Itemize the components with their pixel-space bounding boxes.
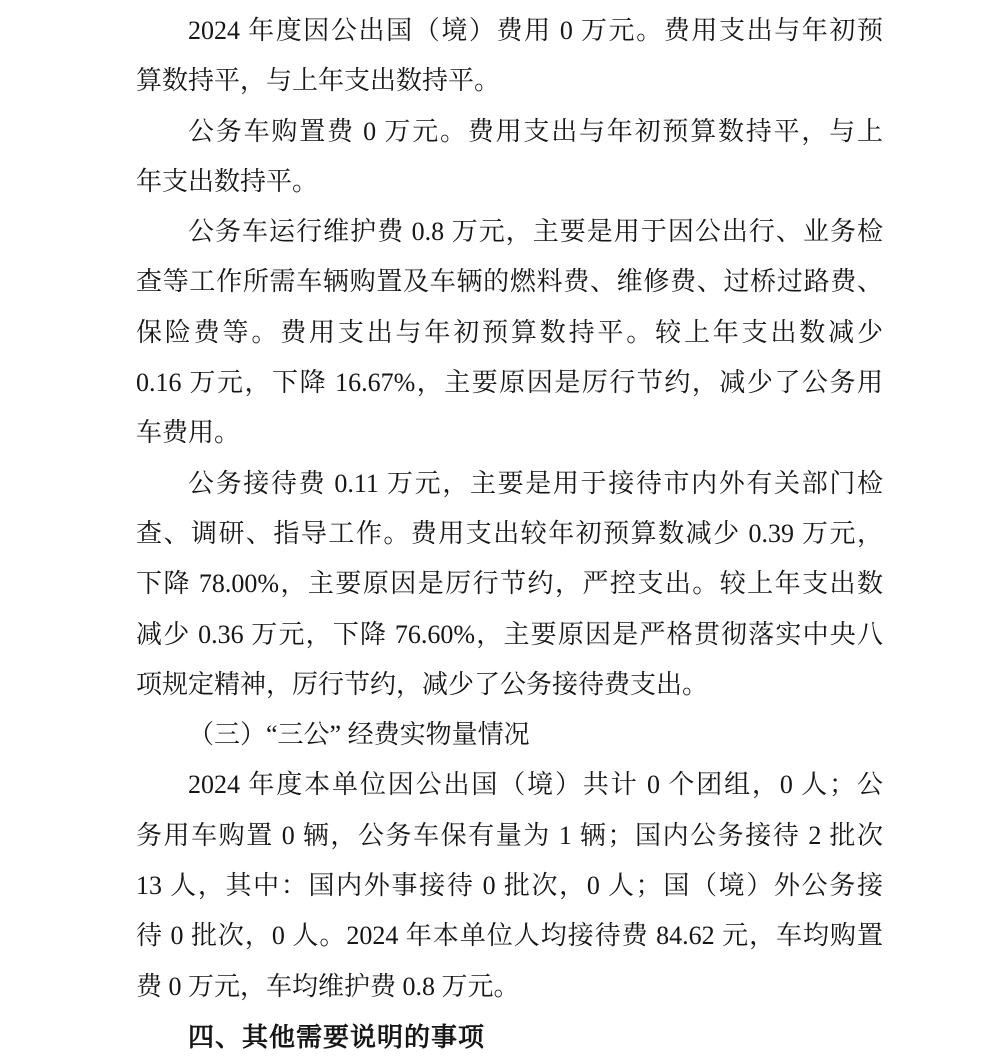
body-text-line: 2024 年度因公出国（境）费用 0 万元。费用支出与年初预 bbox=[188, 16, 883, 45]
body-text-line: 费 0 万元，车均维护费 0.8 万元。 bbox=[136, 971, 520, 1001]
body-text-line: 查等工作所需车辆购置及车辆的燃料费、维修费、过桥过路费、 bbox=[136, 267, 883, 297]
section-heading: 四、其他需要说明的事项 bbox=[188, 1021, 486, 1052]
body-text-line: 2024 年度本单位因公出国（境）共计 0 个团组，0 人；公 bbox=[188, 770, 883, 800]
sub-section-heading: （三）“三公” 经费实物量情况 bbox=[188, 720, 530, 750]
body-text-line: 年支出数持平。 bbox=[136, 166, 319, 196]
body-text-line: 公务接待费 0.11 万元，主要是用于接待市内外有关部门检 bbox=[188, 468, 883, 498]
body-text-line: 待 0 批次，0 人。2024 年本单位人均接待费 84.62 元，车均购置 bbox=[136, 921, 883, 951]
body-text-line: 务用车购置 0 辆，公务车保有量为 1 辆；国内公务接待 2 批次 bbox=[136, 820, 883, 850]
body-text-line: 公务车购置费 0 万元。费用支出与年初预算数持平，与上 bbox=[188, 116, 883, 146]
body-text-line: 项规定精神，厉行节约，减少了公务接待费支出。 bbox=[136, 669, 709, 699]
body-text-line: 查、调研、指导工作。费用支出较年初预算数减少 0.39 万元， bbox=[136, 518, 883, 548]
body-text-line: 0.16 万元，下降 16.67%，主要原因是厉行节约，减少了公务用 bbox=[136, 368, 883, 398]
body-text-line: 车费用。 bbox=[136, 418, 241, 448]
body-text-line: 保险费等。费用支出与年初预算数持平。较上年支出数减少 bbox=[136, 317, 883, 347]
body-text-line: 减少 0.36 万元，下降 76.60%，主要原因是严格贯彻落实中央八 bbox=[136, 619, 883, 649]
body-text-line: 算数持平，与上年支出数持平。 bbox=[136, 66, 501, 96]
body-text-line: 下降 78.00%，主要原因是厉行节约，严控支出。较上年支出数 bbox=[136, 569, 883, 599]
document-body bbox=[136, 6, 883, 1056]
body-text-line: 公务车运行维护费 0.8 万元，主要是用于因公出行、业务检 bbox=[188, 217, 883, 247]
body-text-line: 13 人，其中：国内外事接待 0 批次，0 人；国（境）外公务接 bbox=[136, 871, 883, 901]
